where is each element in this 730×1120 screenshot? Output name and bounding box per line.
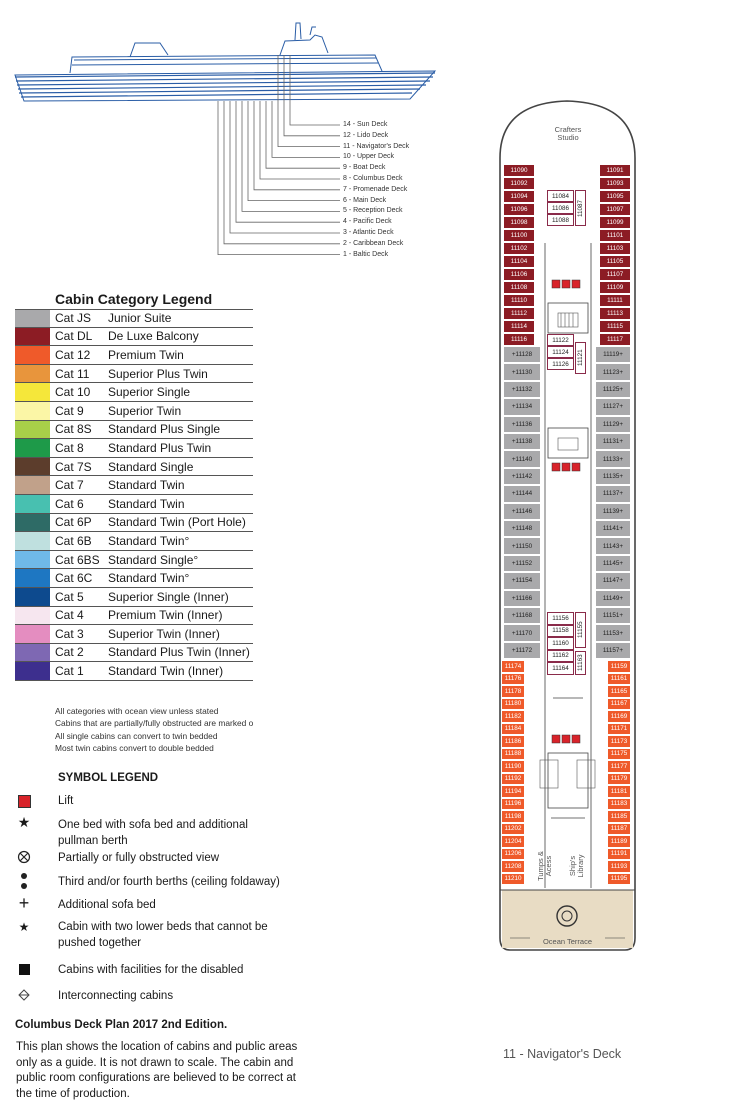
legend-swatch [15,402,50,420]
cabin[interactable]: 11122 [547,334,574,346]
deck-leader-line [284,55,340,136]
cabin[interactable]: 11105 [599,255,631,268]
deck-label: 4 - Pacific Deck [343,218,392,226]
cabin[interactable]: 11098 [503,216,535,229]
legend-description: Standard Single° [108,552,199,567]
obstructed-icon [14,850,34,864]
cabin[interactable]: 11183 [607,798,631,811]
legend-category: Cat 6 [55,496,84,511]
legend-swatch [15,365,50,383]
legend-row [15,607,253,626]
cabin[interactable]: +11146 [503,503,541,520]
symbol-text: Cabin with two lower beds that cannot be pushed together [58,921,268,949]
legend-description: Superior Single [108,385,191,400]
cabin[interactable]: 11116 [503,333,535,346]
legend-row [15,551,253,570]
cabin[interactable]: 11206 [501,848,525,861]
cabin[interactable]: 11109 [599,281,631,294]
cabin[interactable]: 11137+ [595,485,631,502]
cabin[interactable]: 11117 [599,333,631,346]
plus-icon: + [18,893,30,913]
legend-category: Cat 1 [55,664,84,679]
legend-description: Standard Twin° [108,571,190,586]
interconnect-icon [14,989,34,1001]
cabin[interactable]: 11111 [599,294,631,307]
cabin[interactable]: 11145+ [595,555,631,572]
cabin[interactable]: 11196 [501,798,525,811]
deck-label: 2 - Caribbean Deck [343,239,404,247]
legend-swatch [15,532,50,550]
cabin[interactable]: +11136 [503,416,541,433]
cabin[interactable]: 11184 [501,723,525,736]
cabin[interactable]: 11202 [501,823,525,836]
legend-description: Standard Twin [108,496,185,511]
cabin[interactable]: 11180 [501,698,525,711]
cabin[interactable]: 11108 [503,281,535,294]
legend-description: Superior Twin [108,403,182,418]
deck-label: 9 - Boat Deck [343,164,386,172]
cabin[interactable]: 11187 [607,823,631,836]
legend-row [15,476,253,495]
cabin[interactable]: 11097 [599,203,631,216]
deck-label: 1 - Baltic Deck [343,250,389,258]
legend-description: Superior Twin (Inner) [108,626,220,641]
cabin[interactable]: 11123+ [595,363,631,380]
cabin[interactable]: 11133+ [595,450,631,467]
cabin[interactable]: 11167 [607,698,631,711]
legend-category: Cat 6C [55,571,93,586]
legend-row [15,402,253,421]
small-star-icon: ★ [18,920,30,934]
legend-description: Premium Twin (Inner) [108,608,223,623]
legend-row [15,328,253,347]
cabin[interactable]: +11172 [503,642,541,659]
cabin[interactable]: 11093 [599,177,631,190]
legend-swatch [15,588,50,606]
ships-library-label: Ship's Library [568,854,585,878]
cabin[interactable]: 11151+ [595,607,631,624]
deck-leader-line [242,101,340,211]
legend-row [15,662,253,681]
cabin[interactable]: +11132 [503,381,541,398]
cabin[interactable]: 11147+ [595,572,631,589]
berths-icon [14,872,34,892]
deck-label: 12 - Lido Deck [343,131,389,139]
cabin[interactable]: 11192 [501,773,525,786]
legend-row [15,644,253,663]
legend-description: Standard Twin (Port Hole) [108,515,246,530]
cabin[interactable]: 11129+ [595,416,631,433]
cabin[interactable]: +11140 [503,450,541,467]
legend-category: Cat 4 [55,608,84,623]
legend-description: Standard Twin° [108,533,190,548]
cabin[interactable]: 11131+ [595,433,631,450]
cabin[interactable]: 11100 [503,229,535,242]
cabin[interactable]: 11135+ [595,468,631,485]
legend-swatch [15,439,50,457]
cabin[interactable]: 11190 [501,760,525,773]
note-3: All single cabins can convert to twin bedded [55,731,218,741]
cabin[interactable]: 11096 [503,203,535,216]
cabin[interactable]: 11090 [503,164,535,177]
symbol-legend-title: SYMBOL LEGEND [58,772,159,784]
legend-category: Cat 5 [55,589,84,604]
legend-swatch [15,346,50,364]
cabin[interactable]: 11126 [547,358,574,370]
cabin[interactable]: 11210 [501,873,525,886]
deck-leader-line [272,101,340,157]
cabin[interactable]: 11092 [503,177,535,190]
deck-leader-line [236,101,340,222]
cabin[interactable]: 11175 [607,748,631,761]
cabin[interactable]: 11104 [503,255,535,268]
cabin[interactable]: +11130 [503,363,541,380]
legend-row [15,365,253,384]
deck-label: 8 - Columbus Deck [343,175,403,182]
legend-swatch [15,458,50,476]
cabin[interactable]: 11094 [503,190,535,203]
legend-description: De Luxe Balcony [108,329,199,344]
legend-description: Superior Plus Twin [108,366,208,381]
cabin[interactable]: 11173 [607,735,631,748]
symbol-text: Third and/or fourth berths (ceiling foldaway) [58,876,280,888]
legend-description: Junior Suite [108,311,172,326]
cabin[interactable]: 11204 [501,835,525,848]
cabin[interactable]: 11195 [607,873,631,886]
cabin[interactable]: 11188 [501,748,525,761]
legend-description: Standard Plus Single [108,422,221,437]
symbol-text: Cabins with facilities for the disabled [58,964,244,976]
cabin[interactable]: 11157+ [595,642,631,659]
cabin[interactable]: 11127+ [595,398,631,415]
cabin[interactable]: 11164 [547,662,574,675]
cabin[interactable]: 11176 [501,673,525,686]
legend-category: Cat 6P [55,515,92,530]
deck-label: 14 - Sun Deck [343,121,388,128]
cabin[interactable]: 11156 [547,612,574,625]
legend-swatch [15,644,50,662]
cabin[interactable]: 11182 [501,710,525,723]
cabin[interactable]: 11153+ [595,624,631,641]
legend-category: Cat 7S [55,459,92,474]
cabin[interactable]: 11159 [607,660,631,673]
cabin[interactable]: 11194 [501,785,525,798]
legend-swatch [15,514,50,532]
deck-label: 10 - Upper Deck [343,153,394,161]
cabin[interactable]: 11107 [599,268,631,281]
legend-swatch [15,551,50,569]
cabin[interactable]: 11114 [503,320,535,333]
legend-description: Standard Twin [108,478,185,493]
legend-title: Cabin Category Legend [55,291,213,307]
legend-swatch [15,495,50,513]
deck-leader-line [230,101,340,233]
cabin[interactable]: +11150 [503,537,541,554]
cabin[interactable]: 11112 [503,307,535,320]
legend-swatch [15,625,50,643]
legend-row [15,495,253,514]
cabin[interactable]: 11181 [607,785,631,798]
cabin[interactable]: 11189 [607,835,631,848]
cabin[interactable]: 11103 [599,242,631,255]
cabin[interactable]: 11113 [599,307,631,320]
cabin[interactable]: 11099 [599,216,631,229]
legend-row [15,569,253,588]
legend-category: Cat 9 [55,403,84,418]
note-1: All categories with ocean view unless stated [55,706,219,716]
cabin[interactable]: 11087 [575,190,586,226]
cabin[interactable]: 11119+ [595,346,631,363]
legend-description: Standard Single [108,459,194,474]
symbol-text: Partially or fully obstructed view [58,852,220,864]
cabin[interactable]: +11148 [503,520,541,537]
tumps-access-label: Tumps & Acess [536,851,553,881]
cabin[interactable]: 11095 [599,190,631,203]
cabin[interactable]: +11138 [503,433,541,450]
cabin[interactable]: 11171 [607,723,631,736]
legend-row [15,309,253,328]
deck-leader-line [248,101,340,201]
legend-category: Cat 6BS [55,552,100,567]
cabin[interactable]: 11208 [501,860,525,873]
deck-label: 5 - Reception Deck [343,207,403,215]
legend-row [15,514,253,533]
cabin[interactable]: 11165 [607,685,631,698]
legend-category: Cat 2 [55,645,84,660]
cabin[interactable]: +11168 [503,607,541,624]
deck-label: 3 - Atlantic Deck [343,229,394,236]
legend-swatch [15,607,50,625]
deck-label: 11 - Navigator's Deck [343,142,410,150]
legend-category: Cat 11 [55,366,90,381]
cabin[interactable]: +11152 [503,555,541,572]
lift-icon [14,795,34,808]
legend-category: Cat 7 [55,478,84,493]
legend-swatch [15,421,50,439]
cabin[interactable]: 11106 [503,268,535,281]
cabin[interactable]: 11088 [547,214,574,226]
cabin[interactable]: 11139+ [595,503,631,520]
legend-row [15,458,253,477]
legend-description: Premium Twin [108,347,184,362]
legend-category: Cat 12 [55,347,91,362]
legend-row [15,346,253,365]
legend-swatch [15,662,50,680]
cabin[interactable]: 11179 [607,773,631,786]
legend-swatch [15,476,50,494]
cabin[interactable]: +11128 [503,346,541,363]
cabin[interactable]: 11149+ [595,590,631,607]
cabin[interactable]: 11186 [501,735,525,748]
legend-swatch [15,569,50,587]
deck-leader-line [278,55,340,147]
legend-swatch [15,383,50,401]
cabin[interactable]: 11177 [607,760,631,773]
cabin[interactable]: 11178 [501,685,525,698]
category-legend [15,309,253,681]
edition-label: Columbus Deck Plan 2017 2nd Edition. [15,1019,228,1031]
cabin[interactable]: 11084 [547,190,574,202]
legend-category: Cat 10 [55,385,91,400]
deck-leader-line [254,101,340,190]
cabin[interactable]: 11102 [503,242,535,255]
legend-description: Superior Single (Inner) [108,589,229,604]
symbol-text: Lift [58,795,74,807]
note-2: Cabins that are partially/fully obstructed are marked o [55,718,254,728]
cabin[interactable]: +11142 [503,468,541,485]
deck-label: 7 - Promenade Deck [343,185,408,193]
cabin[interactable]: 11124 [547,346,574,358]
symbol-text: One bed with sofa bed and additional pullman berth [58,819,248,847]
cabin[interactable]: 11163 [575,651,586,675]
cabin[interactable]: 11121 [575,342,586,374]
legend-category: Cat 8 [55,440,84,455]
legend-category: Cat JS [55,311,92,326]
cabin[interactable]: 11198 [501,810,525,823]
cabin[interactable]: 11143+ [595,537,631,554]
cabin[interactable]: 11155 [575,612,586,648]
cabin[interactable]: 11169 [607,710,631,723]
cabin[interactable]: 11158 [547,625,574,638]
cabin[interactable]: 11185 [607,810,631,823]
legend-description: Standard Plus Twin (Inner) [108,645,250,660]
legend-category: Cat DL [55,329,93,344]
cabin[interactable]: 11191 [607,848,631,861]
legend-description: Standard Plus Twin [108,440,212,455]
cabin[interactable]: 11125+ [595,381,631,398]
cabin[interactable]: +11154 [503,572,541,589]
deck-name: 11 - Navigator's Deck [503,1047,622,1061]
cabin[interactable]: 11091 [599,164,631,177]
ship-profile [10,15,440,265]
legend-row [15,625,253,644]
cabin[interactable]: 11110 [503,294,535,307]
legend-swatch [15,310,50,327]
legend-row [15,588,253,607]
legend-row [15,421,253,440]
star-icon: ★ [17,814,31,830]
disabled-icon [14,964,34,975]
legend-description: Standard Twin (Inner) [108,664,224,679]
deck-leader-line [266,101,340,168]
cabin[interactable]: 11174 [501,660,525,673]
cabin[interactable]: 11086 [547,202,574,214]
symbol-text: Interconnecting cabins [58,990,174,1002]
legend-category: Cat 8S [55,422,92,437]
cabin[interactable]: +11134 [503,398,541,415]
disclaimer: This plan shows the location of cabins and public areas only as a guide. It is not drawn to scale. The cabin and public room configurations are believed to be correct at the time of production. [16,1041,298,1100]
legend-category: Cat 3 [55,626,84,641]
cabin[interactable]: 11115 [599,320,631,333]
cabin[interactable]: 11161 [607,673,631,686]
cabin[interactable]: 11160 [547,637,574,650]
cabin[interactable]: 11141+ [595,520,631,537]
cabin[interactable]: +11170 [503,624,541,641]
ship-profile-drawing [10,15,440,265]
cabin[interactable]: +11144 [503,485,541,502]
legend-row [15,439,253,458]
cabin[interactable]: 11101 [599,229,631,242]
cabin[interactable]: 11162 [547,650,574,663]
legend-row [15,383,253,402]
deck-label: 6 - Main Deck [343,196,387,204]
cabin[interactable]: +11166 [503,590,541,607]
note-4: Most twin cabins convert to double bedded [55,743,214,753]
legend-row [15,532,253,551]
legend-swatch [15,328,50,346]
legend-category: Cat 6B [55,533,92,548]
cabin[interactable]: 11193 [607,860,631,873]
ocean-terrace-label: Ocean Terrace [542,937,593,946]
deck-plan [495,98,640,956]
crafters-studio-label: Crafters Studio [554,125,582,142]
symbol-text: Additional sofa bed [58,899,156,911]
